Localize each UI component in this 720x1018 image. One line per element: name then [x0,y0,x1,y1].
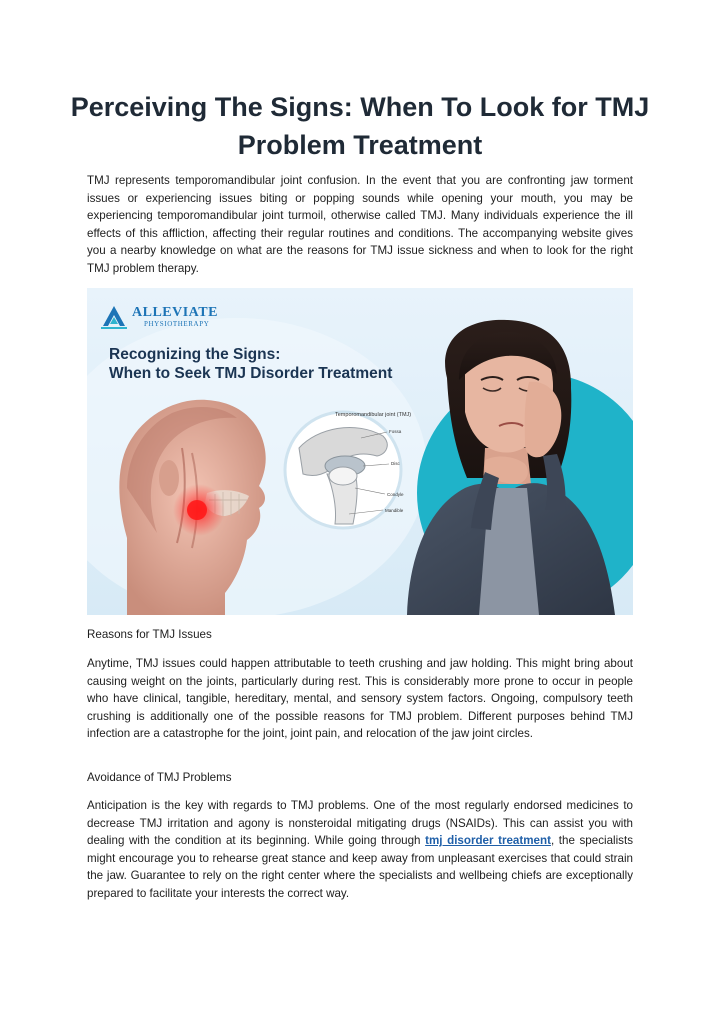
banner-illustration [87,288,633,615]
alleviate-logo [101,304,218,330]
banner-image [87,288,633,615]
reasons-paragraph: Anytime, TMJ issues could happen attributable to teeth crushing and jaw holding. This might bring about causing weight on the joints, particularly during rest. This is considerably more prone to occur in people who have clinical, tangible, hereditary, mental, and sensory system factors. Ongoing, compulsory teeth crushing is additionally one of the possible reasons for TMJ problem. Different purposes behind TMJ infection are a catastrophe for the joint, joint pain, and relocation of the jaw joint circles. [87,657,633,741]
banner-heading-line1: Recognizing the Signs: [109,346,281,363]
tmj-treatment-link[interactable]: tmj disorder treatment [425,834,551,848]
section-heading-avoidance: Avoidance of TMJ Problems [87,771,232,784]
intro-paragraph: TMJ represents temporomandibular joint confusion. In the event that you are confronting jaw torment issues or experiencing issues biting or popping sounds while opening your mouth, you may be experiencing temporomandibular joint turmoil, otherwise called TMJ. Many individuals experience the ill effects of this affliction, affecting their regular routines and conditions. The accompanying website gives you a nearby knowledge on what are the reasons for TMJ issue sickness and when to look for the right TMJ problem therapy. [87,174,633,275]
diagram-label-fossa: Fossa [389,429,402,434]
avoidance-text-before-link: Anticipation is the key with regards to TMJ problems. One of the most regularly endorsed medicines to decrease TMJ irritation and agony is nonsteroidal mitigating drugs (NSAIDs). This can assist you with dealing with the condition at its beginning. While going through [87,799,633,848]
diagram-title-label: Temporomandibular joint (TMJ) [335,412,412,418]
page-title: Perceiving The Signs: When To Look for TMJ Problem Treatment [70,92,650,160]
logo-name: ALLEVIATE [132,304,218,320]
diagram-label-mandible: Mandible [385,508,404,513]
banner-heading-line2: When to Seek TMJ Disorder Treatment [109,365,393,382]
tmj-diagram [285,412,401,528]
avoidance-paragraph [87,797,633,903]
section-heading-reasons: Reasons for TMJ Issues [87,628,212,641]
diagram-label-disc: Disc [391,461,400,466]
logo-icon [101,304,127,330]
banner-heading [109,345,392,383]
logo-subtitle: PHYSIOTHERAPY [144,319,210,328]
avoidance-text-after-link: , the specialists might encourage you to rehearse great stance and keep away from unpleasant exercises that could strain the jaw. Guarantee to rely on the right center where the specialists and wellbeing chiefs are exceptionally prepared to facilitate your interests the correct way. [87,834,633,900]
diagram-label-condyle: Condyle [387,492,404,497]
